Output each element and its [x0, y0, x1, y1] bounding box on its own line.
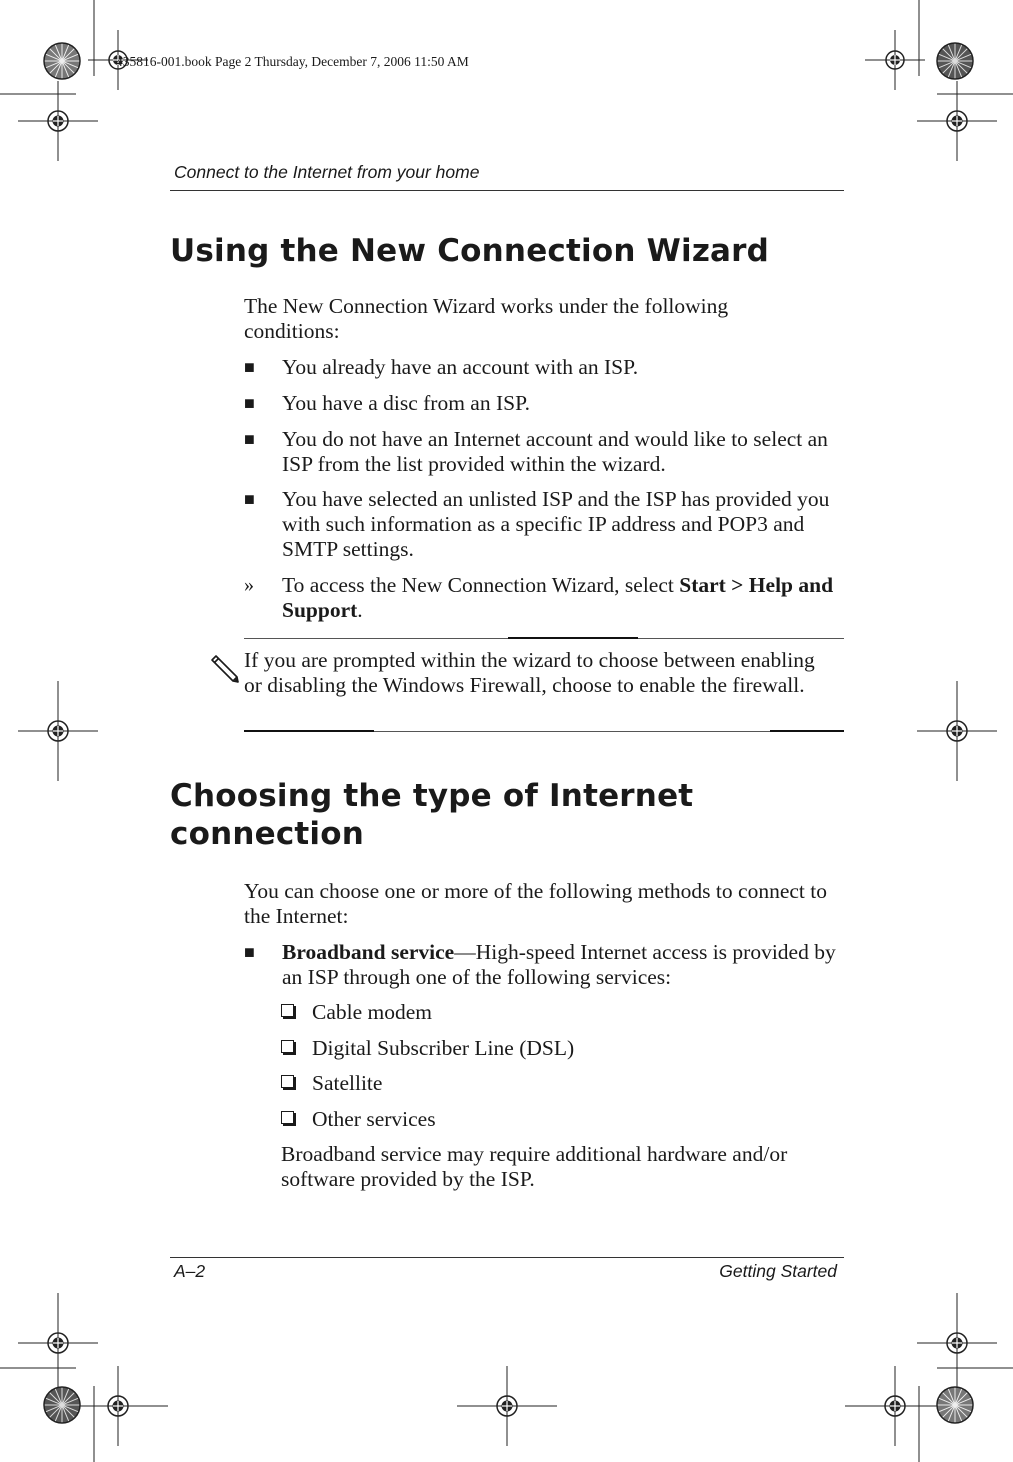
star-target-bottom-left	[42, 1385, 82, 1425]
sub-list-item-text: Digital Subscriber Line (DSL)	[312, 1036, 575, 1060]
note-top-rule-accent	[508, 637, 638, 639]
bullet-square: ■	[244, 357, 255, 377]
bullet-square: ■	[244, 942, 255, 962]
running-head: Connect to the Internet from your home	[174, 162, 480, 182]
sub-list-item-text: Satellite	[312, 1071, 383, 1095]
step-text-suffix: .	[357, 598, 363, 622]
list-item-text	[282, 940, 844, 990]
header-rule	[170, 190, 844, 191]
footer-title: Getting Started	[719, 1261, 837, 1281]
registration-target-right-middle	[917, 681, 997, 781]
registration-target-top-right	[865, 30, 925, 90]
registration-target-bottom-right	[845, 1366, 945, 1446]
sub-list-item-text: Cable modem	[312, 1000, 433, 1024]
registration-target-bottom-left	[68, 1366, 168, 1446]
registration-target-left-upper	[18, 81, 98, 161]
list-item	[244, 940, 844, 992]
sub-list-item	[281, 1036, 841, 1062]
bullet-square: ■	[244, 429, 255, 449]
bullet-square: ■	[244, 489, 255, 509]
bullet-square: ■	[244, 393, 255, 413]
note-bottom-rule-accent-right	[770, 730, 844, 732]
section-heading-new-connection-wizard: Using the New Connection Wizard	[170, 233, 770, 269]
sub-list-item	[281, 1000, 841, 1026]
note-text: If you are prompted within the wizard to choose between enabling or disabling the Windows Firewall, choose to enable the firewall.	[244, 648, 815, 697]
broadband-note: Broadband service may require additional hardware and/or software provided by the ISP.	[281, 1142, 788, 1191]
list-item	[244, 355, 844, 381]
list-item-text: You do not have an Internet account and would like to select an ISP from the list provided within the wizard.	[282, 427, 828, 476]
menu-path: Start > Help and Support	[282, 573, 834, 622]
registration-target-right-upper	[917, 81, 997, 161]
pencil-icon	[206, 650, 242, 686]
section1-intro: The New Connection Wizard works under the following conditions:	[244, 294, 729, 343]
registration-target-left-middle	[18, 681, 98, 781]
broadband-description: —High-speed Internet access is provided by an ISP through one of the following services:	[282, 940, 836, 989]
list-item-text: You have a disc from an ISP.	[282, 391, 531, 415]
list-item	[244, 487, 844, 565]
step-text	[282, 573, 844, 623]
list-item	[244, 427, 844, 479]
sub-list-item-text: Other services	[312, 1107, 436, 1131]
list-item-text: You already have an account with an ISP.	[282, 355, 639, 379]
footer-rule	[170, 1257, 844, 1258]
checkbox-bullet-icon	[281, 1075, 294, 1088]
sub-list-item	[281, 1071, 841, 1097]
star-target-bottom-right	[935, 1385, 975, 1425]
star-target-top-left	[42, 41, 82, 81]
checkbox-bullet-icon	[281, 1111, 294, 1124]
step-item	[244, 573, 844, 625]
step-text-prefix: To access the New Connection Wizard, select	[282, 573, 680, 597]
checkbox-bullet-icon	[281, 1004, 294, 1017]
section2-intro: You can choose one or more of the following methods to connect to the Internet:	[244, 879, 827, 928]
print-slug: 435816-001.book Page 2 Thursday, December 7, 2006 11:50 AM	[116, 54, 469, 69]
broadband-term: Broadband service	[282, 940, 455, 964]
checkbox-bullet-icon	[281, 1040, 294, 1053]
list-item	[244, 391, 844, 417]
list-item-text: You have selected an unlisted ISP and the ISP has provided you with such information as a specific IP address and POP3 and SMTP settings.	[282, 487, 830, 561]
note-bottom-rule-accent	[244, 730, 374, 732]
registration-target-bottom-center	[457, 1366, 557, 1446]
step-marker: »	[244, 574, 254, 596]
star-target-top-right	[935, 41, 975, 81]
section-heading-choosing-connection-type: Choosing the type of Internet connection	[170, 778, 694, 852]
sub-list-item	[281, 1107, 841, 1133]
page-number: A–2	[174, 1261, 206, 1281]
